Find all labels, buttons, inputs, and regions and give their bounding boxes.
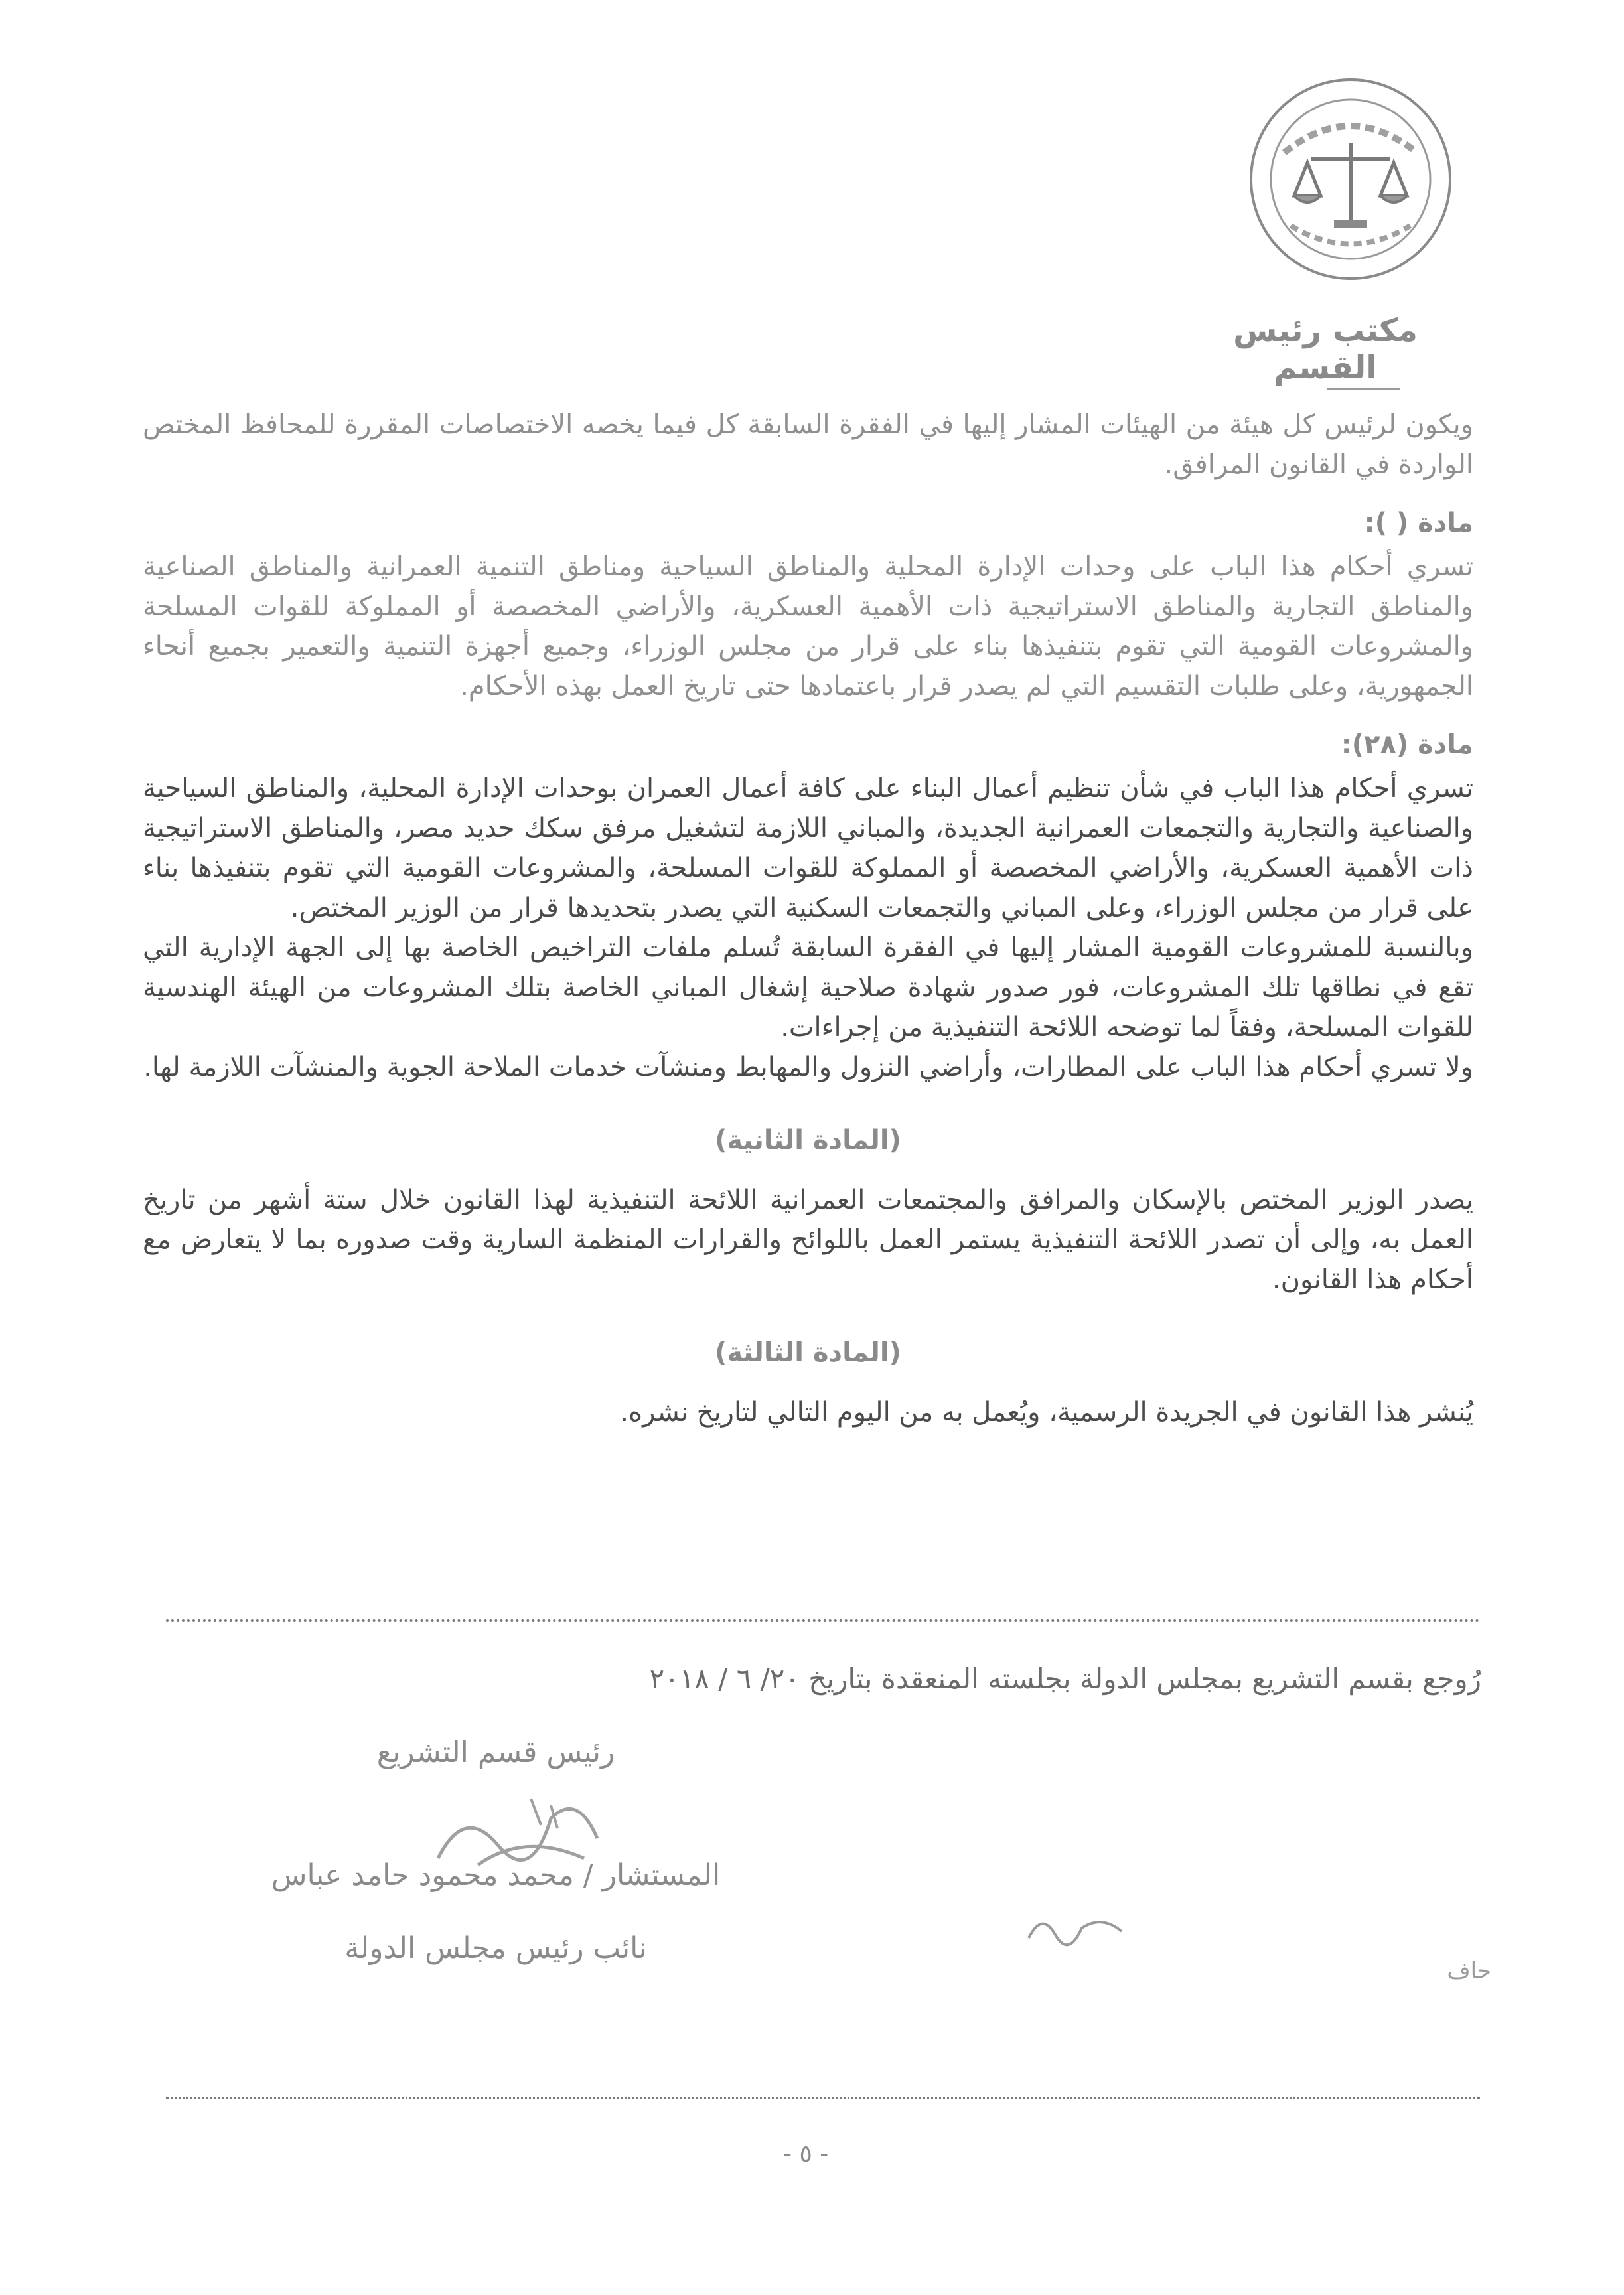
official-seal-stamp xyxy=(1244,73,1457,285)
office-header: مكتب رئيس القسم xyxy=(1233,312,1418,386)
article-a-heading: مادة ( ): xyxy=(1364,508,1473,538)
article-three-heading: (المادة الثالثة) xyxy=(715,1337,901,1368)
document-body xyxy=(143,405,1473,1432)
review-statement: رُوجع بقسم التشريع بمجلس الدولة بجلسته المنعقدة بتاريخ ٢٠/ ٦ / ٢٠١٨ xyxy=(649,1663,1481,1695)
initials-mark xyxy=(1022,1905,1128,1951)
article-28-paragraph-3: ولا تسري أحكام هذا الباب على المطارات، وأراضي النزول والمهابط ومنشآت خدمات الملاحة الجوية والمنشآت اللازمة لها. xyxy=(143,1052,1473,1082)
article-28-heading: مادة (٢٨): xyxy=(1341,729,1473,760)
footer-divider-top xyxy=(166,1619,1480,1622)
article-a-text: تسري أحكام هذا الباب على وحدات الإدارة المحلية والمناطق السياحية ومناطق التنمية العمرانية والمناطق الصناعية والمناطق التجارية والمناطق الاستراتيجية ذات الأهمية العسكرية، والأراضي المخصصة أو المملوكة للقوات المسلحة والمشروعات القومية التي تقوم بتنفيذها بناء على قرار من مجلس الوزراء، وجميع أجهزة التنمية والتعمير بجميع أنحاء الجمهورية، وعلى طلبات التقسيم التي لم يصدر قرار باعتمادها حتى تاريخ العمل بهذه الأحكام. xyxy=(143,552,1473,702)
article-three-text: يُنشر هذا القانون في الجريدة الرسمية، ويُعمل به من اليوم التالي لتاريخ نشره. xyxy=(620,1397,1473,1428)
page-number: - ٥ - xyxy=(783,2140,829,2168)
copy-label: حاف xyxy=(1447,1958,1491,1984)
signature-title: رئيس قسم التشريع xyxy=(376,1736,615,1769)
header-divider xyxy=(1327,388,1400,390)
article-28-paragraph-1: تسري أحكام هذا الباب في شأن تنظيم أعمال البناء على كافة أعمال العمران بوحدات الإدارة المحلية، والمناطق السياحية والصناعية والتجارية والتجمعات العمرانية الجديدة، والمباني اللازمة لتشغيل مرفق سكك حديد مصر، والمناطق الاستراتيجية ذات الأهمية العسكرية، والأراضي المخصصة أو المملوكة للقوات المسلحة، والمشروعات القومية التي تقوم بتنفيذها بناء على قرار من مجلس الوزراء، وعلى المباني والتجمعات السكنية التي يصدر بتحديدها قرار من الوزير المختص. xyxy=(143,773,1473,923)
article-two-text: يصدر الوزير المختص بالإسكان والمرافق والمجتمعات العمرانية اللائحة التنفيذية لهذا القانون خلال ستة أشهر من تاريخ العمل به، وإلى أن تصدر اللائحة التنفيذية يستمر العمل باللوائح والقرارات المنظمة السارية وقت صدوره بما لا يتعارض مع أحكام هذا القانون. xyxy=(143,1185,1473,1295)
intro-paragraph: ويكون لرئيس كل هيئة من الهيئات المشار إليها في الفقرة السابقة كل فيما يخصه الاختصاصات المقررة للمحافظ المختص الواردة في القانون المرافق. xyxy=(143,409,1473,480)
footer-divider-bottom xyxy=(166,2097,1480,2099)
signatory-name: المستشار / محمد محمود حامد عباس xyxy=(271,1858,721,1892)
signatory-role: نائب رئيس مجلس الدولة xyxy=(344,1931,647,1965)
article-28-paragraph-2: وبالنسبة للمشروعات القومية المشار إليها في الفقرة السابقة تُسلم ملفات التراخيص الخاصة بها إلى الجهة الإدارية التي تقع في نطاقها تلك المشروعات، فور صدور شهادة صلاحية إشغال المباني الخاصة بتلك المشروعات من الهيئة الهندسية للقوات المسلحة، وفقاً لما توضحه اللائحة التنفيذية من إجراءات. xyxy=(143,932,1473,1043)
article-two-heading: (المادة الثانية) xyxy=(715,1125,901,1155)
